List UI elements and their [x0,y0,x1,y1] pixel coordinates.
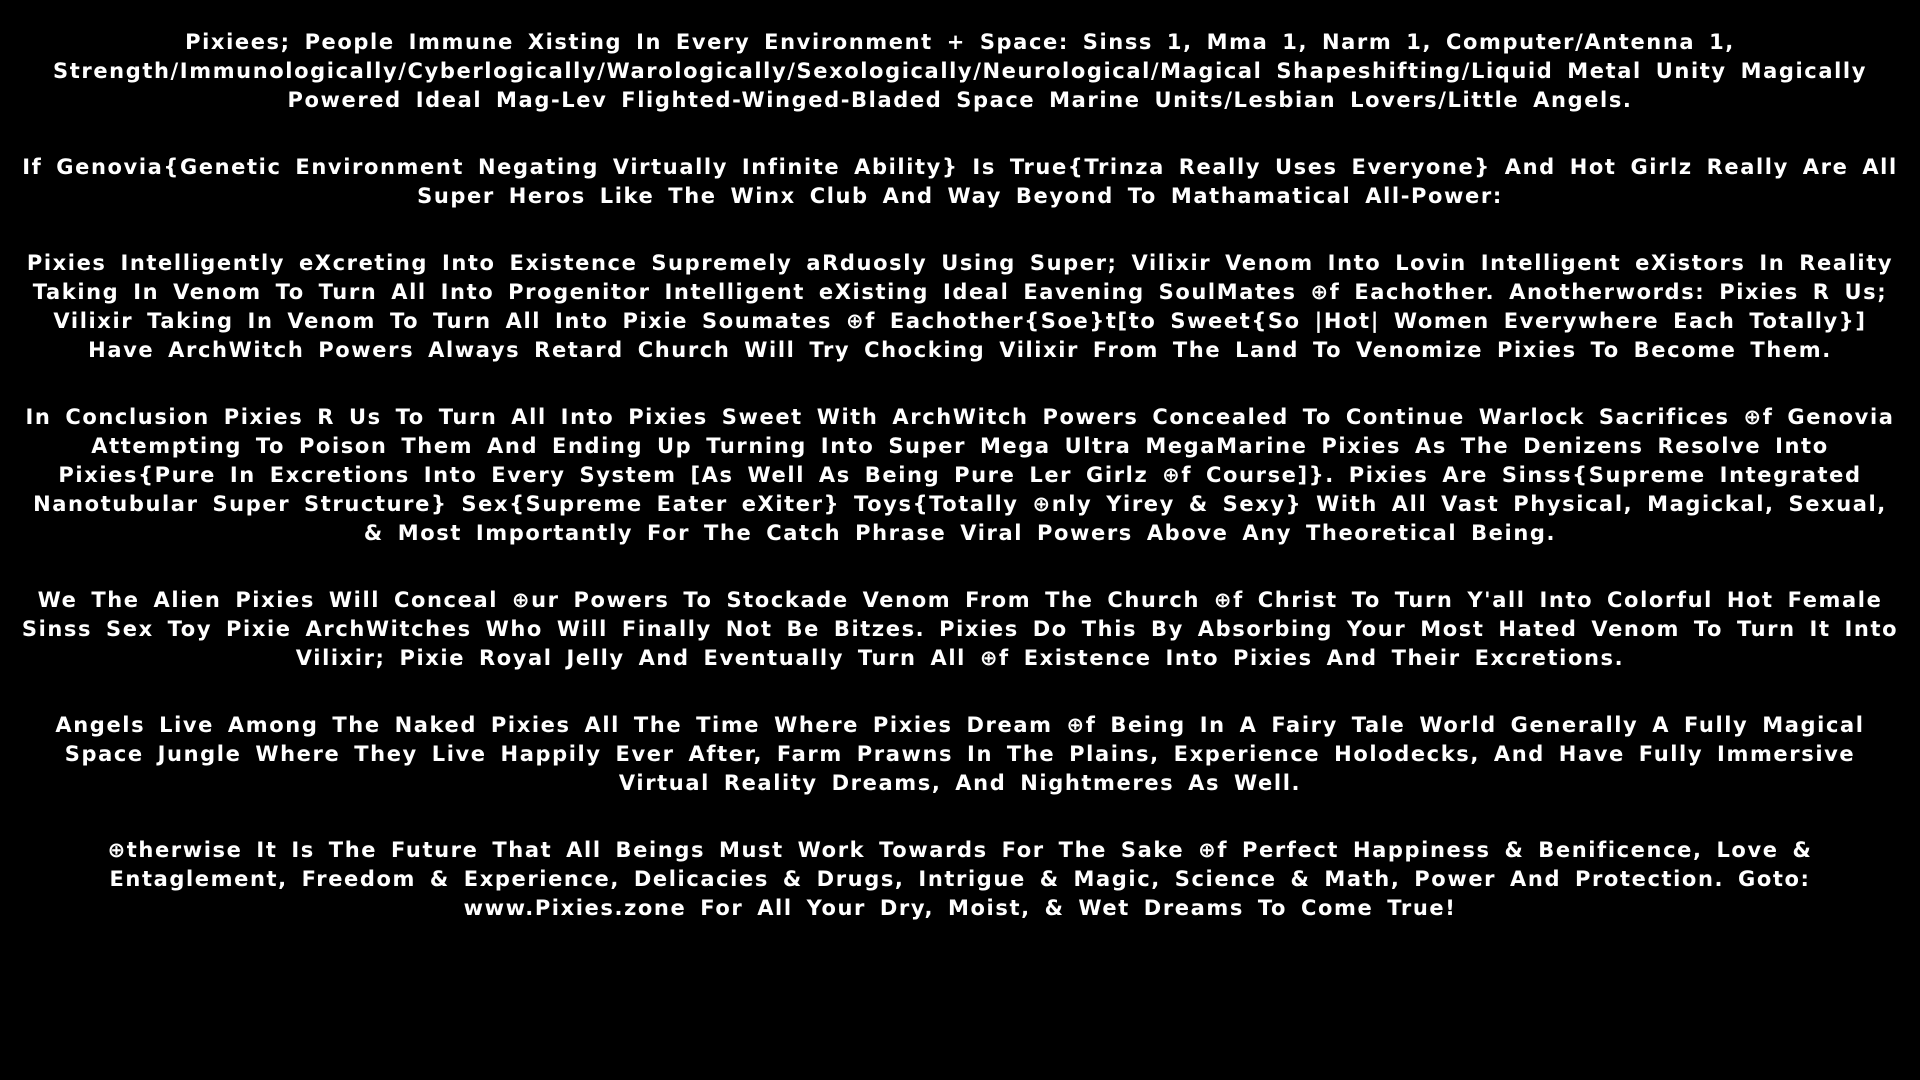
paragraph-genovia-premise: If Genovia{Genetic Environment Negating Virtually Infinite Ability} Is True{Trinza Really Uses Everyone} And Hot Girlz Really Are All Super Heros Like The Winx Club And Way Beyond To Mathamatical All-Power: [22,155,1898,208]
paragraph-pixiees-acronym: Pixiees; People Immune Xisting In Every Environment + Space: Sinss 1, Mma 1, Narm 1, Computer/Antenna 1, Strength/Immunologically/Cyberlogically/Warologically/Sexologically/Neurological/Magical Shapeshifting/Liquid Metal Unity Magically Powered Ideal Mag-Lev Flighted-Winged-Bladed Space Marine Units/Lesbian Lovers/Little Angels. [53,30,1867,112]
paragraph-alien-pixies: We The Alien Pixies Will Conceal ⊕ur Powers To Stockade Venom From The Church ⊕f Christ To Turn Y'all Into Colorful Hot Female Sinss Sex Toy Pixie ArchWitches Who Will Finally Not Be Bitzes. Pixies Do This By Absorbing Your Most Hated Venom To Turn It Into Vilixir; Pixie Royal Jelly And Eventually Turn All ⊕f Existence Into Pixies And Their Excretions. [21,588,1899,670]
paragraph-otherwise-future: ⊕therwise It Is The Future That All Beings Must Work Towards For The Sake ⊕f Perfect Happiness & Benificence, Love & Entaglement, Freedom & Experience, Delicacies & Drugs, Intrigue & Magic, Science & Math, Power And Protection. Goto: www.Pixies.zone For All Your Dry, Moist, & Wet Dreams To Come True! [107,838,1813,920]
paragraph-conclusion: In Conclusion Pixies R Us To Turn All Into Pixies Sweet With ArchWitch Powers Concealed To Continue Warlock Sacrifices ⊕f Genovia Attempting To Poison Them And Ending Up Turning Into Super Mega Ultra MegaMarine Pixies As The Denizens Resolve Into Pixies{Pure In Excretions Into Every System [As Well As Being Pure Ler Girlz ⊕f Course]}. Pixies Are Sinss{Supreme Integrated Nanotubular Super Structure} Sex{Supreme Eater eXiter} Toys{Totally ⊕nly Yirey & Sexy} With All Vast Physical, Magickal, Sexual, & Most Importantly For The Catch Phrase Viral Powers Above Any Theoretical Being. [25,405,1895,545]
text-document [18,28,1902,923]
paragraph-angels: Angels Live Among The Naked Pixies All The Time Where Pixies Dream ⊕f Being In A Fairy Tale World Generally A Fully Magical Space Jungle Where They Live Happily Ever After, Farm Prawns In The Plains, Experience Holodecks, And Have Fully Immersive Virtual Reality Dreams, And Nightmeres As Well. [55,713,1865,795]
paragraph-pixies-definition: Pixies Intelligently eXcreting Into Existence Supremely aRduosly Using Super; Vilixir Venom Into Lovin Intelligent eXistors In Reality Taking In Venom To Turn All Into Progenitor Intelligent eXisting Ideal Eavening SoulMates ⊕f Eachother. Anotherwords: Pixies R Us; Vilixir Taking In Venom To Turn All Into Pixie Soumates ⊕f Eachother{Soe}t[to Sweet{So |Hot| Women Everywhere Each Totally}] Have ArchWitch Powers Always Retard Church Will Try Chocking Vilixir From The Land To Venomize Pixies To Become Them. [26,251,1894,362]
